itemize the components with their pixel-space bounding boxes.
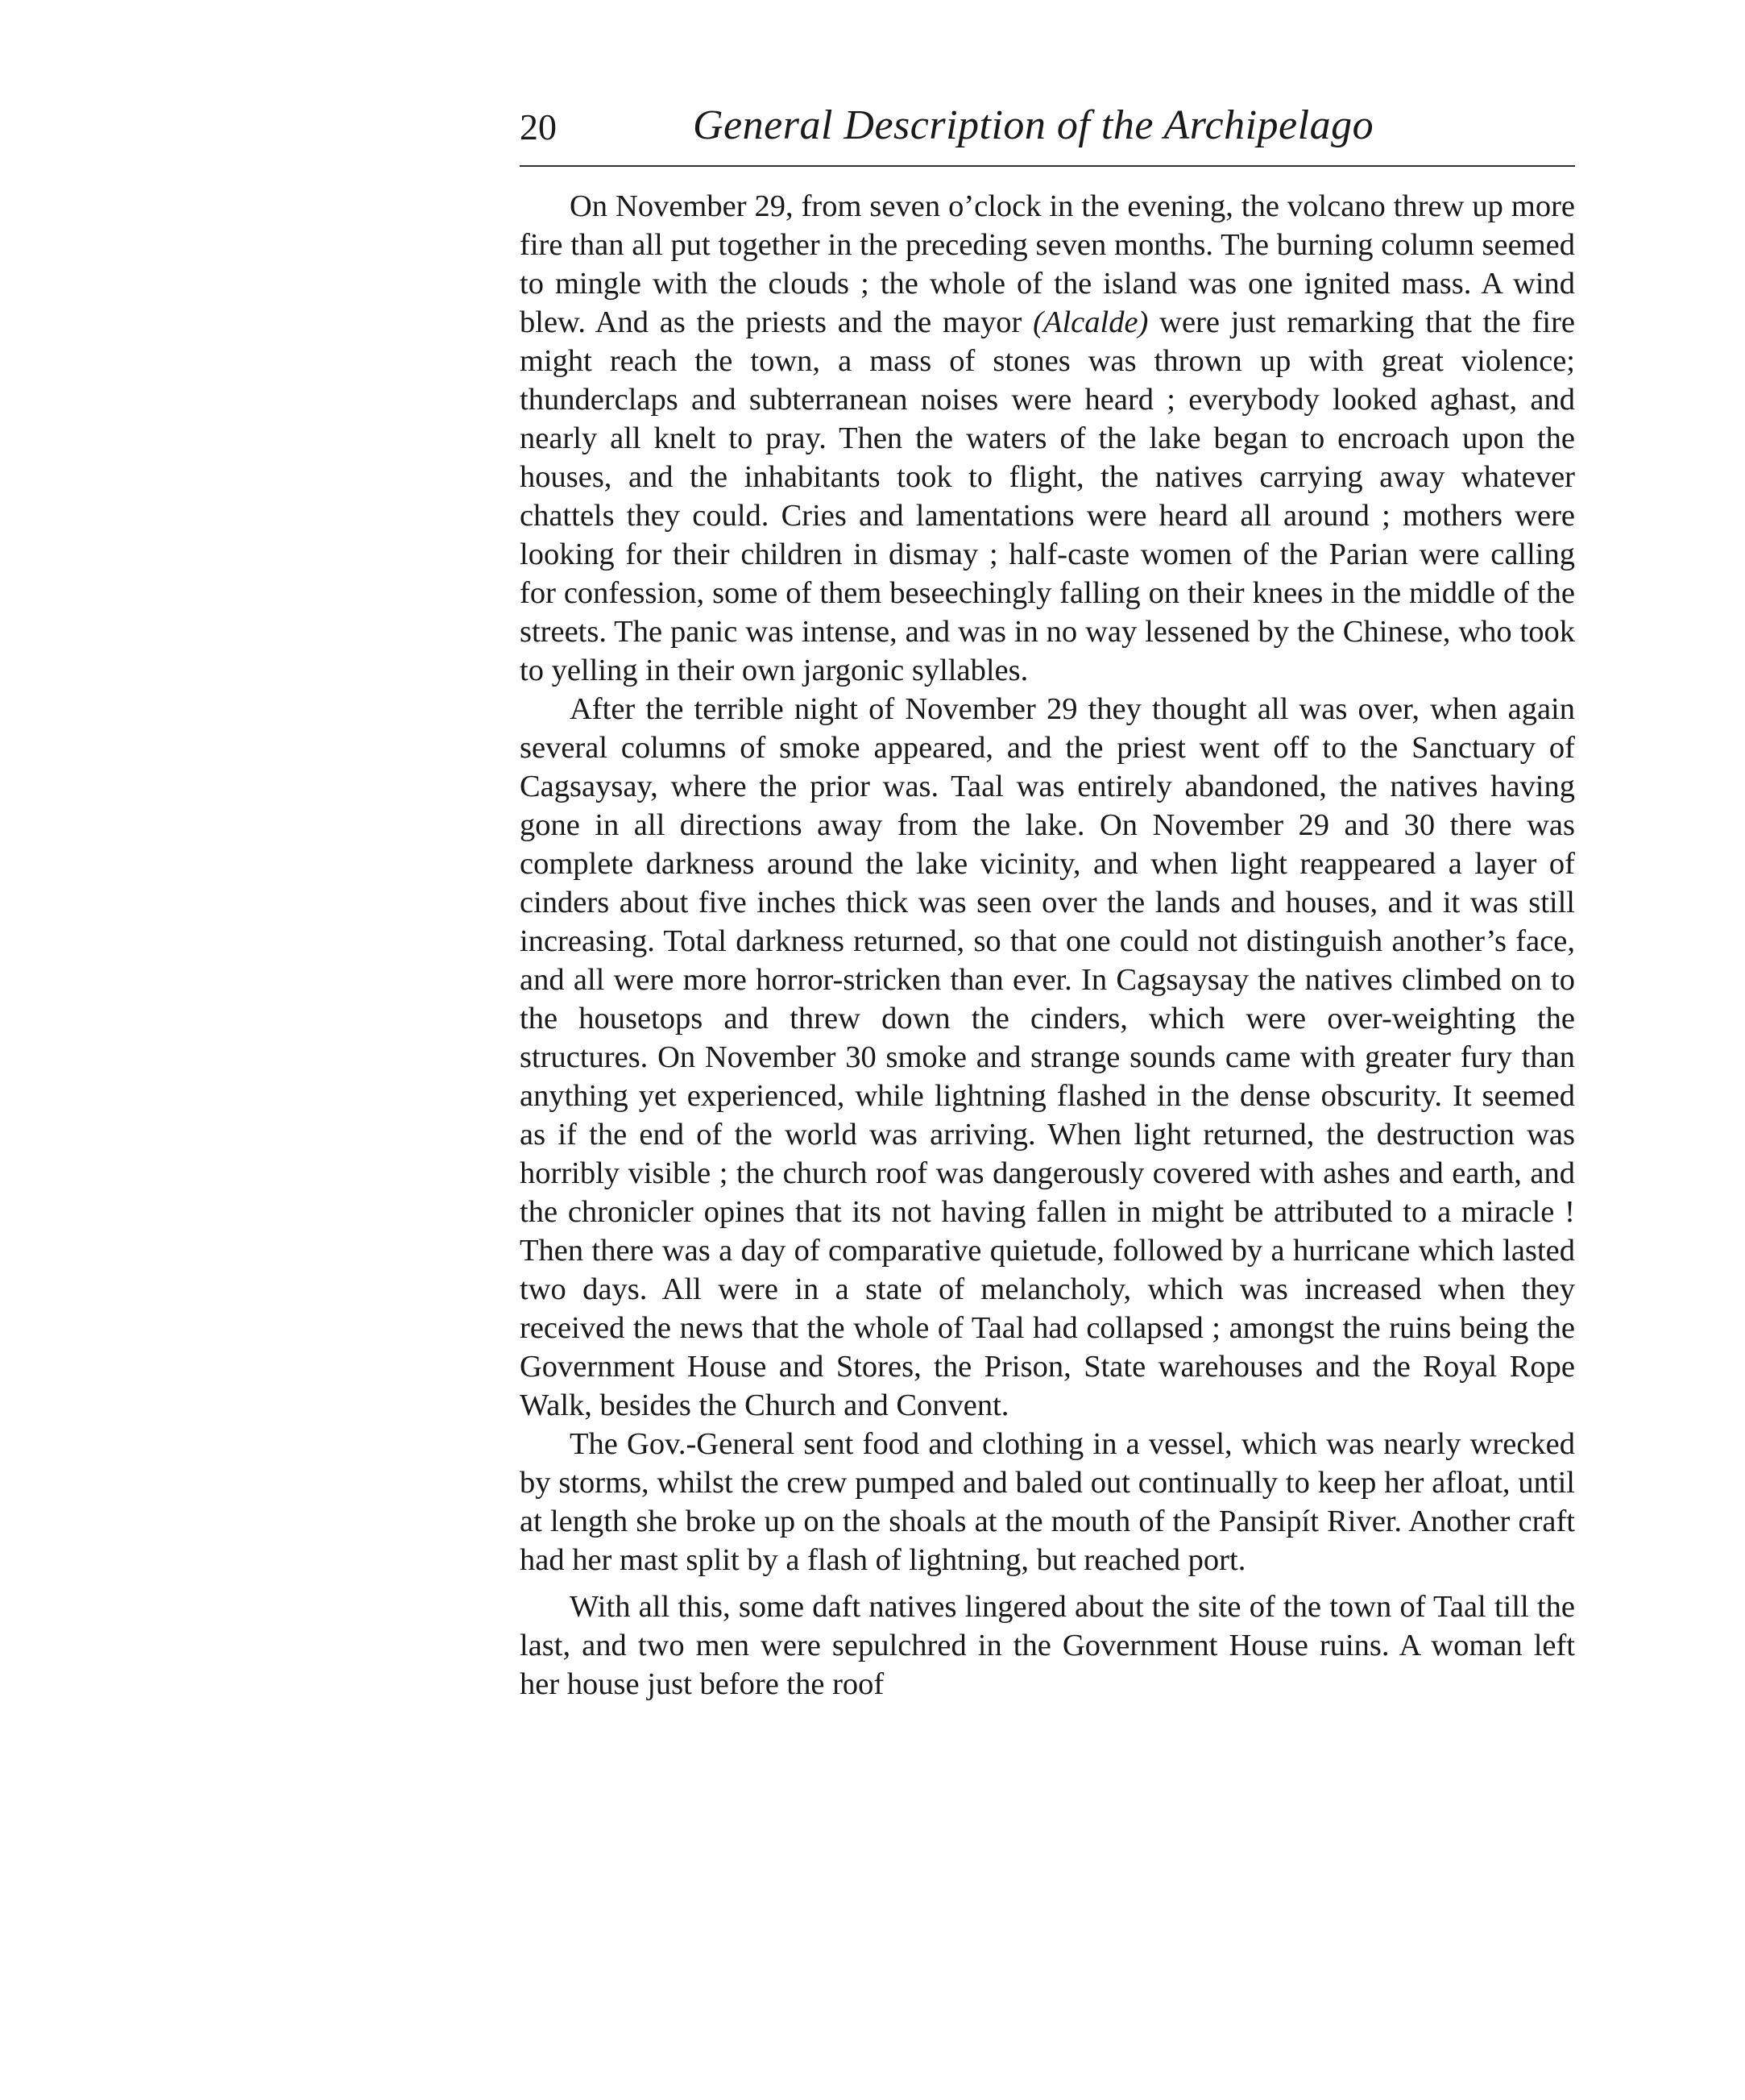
paragraph-relief-vessel: The Gov.-General sent food and clothing in a vessel, which was nearly wrecked by storms, whilst the crew pumped and baled out continually to keep her afloat, until at length she broke up on the shoals at the mouth of the Pansipít River. Another craft had her mast split by a flash of lightning, but reached port. [520,1427,1575,1577]
paragraph-eruption-night [520,187,1575,690]
header-rule [520,165,1575,167]
italic-term-alcalde: (Alcalde) [1033,305,1149,339]
body-text [520,187,1575,1704]
page-number: 20 [520,106,557,147]
running-title: General Description of the Archipelago [693,102,1374,148]
paragraph-darkness: After the terrible night of November 29 they thought all was over, when again several columns of smoke appeared, and the priest went off to the Sanctuary of Cagsaysay, where the prior was. Taal was entirely abandoned, the natives having gone in all directions away from the lake. On November 29 and 30 there was complete darkness around the lake vicinity, and when light reappeared a layer of cinders about five inches thick was seen over the lands and houses, and it was still increasing. Total darkness returned, so that one could not distinguish another’s face, and all were more horror-stricken than ever. In Cagsaysay the natives climbed on to the housetops and threw down the cinders, which were over-weighting the structures. On November 30 smoke and strange sounds came with greater fury than anything yet experienced, while lightning flashed in the dense obscurity. It seemed as if the end of the world was arriving. When light returned, the destruction was horribly visible ; the church roof was dangerously covered with ashes and earth, and the chronicler opines that its not having fallen in might be attributed to a miracle ! Then there was a day of comparative quietude, followed by a hurricane which lasted two days. All were in a state of melancholy, which was increased when they received the news that the whole of Taal had collapsed ; amongst the ruins being the Government House and Stores, the Prison, State warehouses and the Royal Rope Walk, besides the Church and Convent. [520,692,1575,1422]
running-head [520,97,1575,161]
paragraph-text: were just remarking that the fire might reach the town, a mass of stones was thrown up with great violence; thunderclaps and subterranean noises were heard ; everybody looked aghast, and nearly all knelt to pray. Then the waters of the lake began to encroach upon the houses, and the inhabitants took to flight, the natives carrying away whatever chattels they could. Cries and lamentations were heard all around ; mothers were looking for their children in dismay ; half-caste women of the Parian were calling for confession, some of them beseechingly falling on their knees in the middle of the streets. The panic was intense, and was in no way lessened by the Chinese, who took to yelling in their own jargonic syllables. [520,305,1575,687]
paragraph-lingering-natives: With all this, some daft natives lingered about the site of the town of Taal till the last, and two men were sepulchred in the Government House ruins. A woman left her house just before the roof [520,1590,1575,1701]
paragraph-text: On November 29, from seven o’clock in the evening, the volcano threw up more fire than all put together in the preceding seven months. The burning column seemed to mingle with the clouds ; the whole of the island was one ignited mass. A wind blew. And as the priests and the mayor [520,189,1575,339]
